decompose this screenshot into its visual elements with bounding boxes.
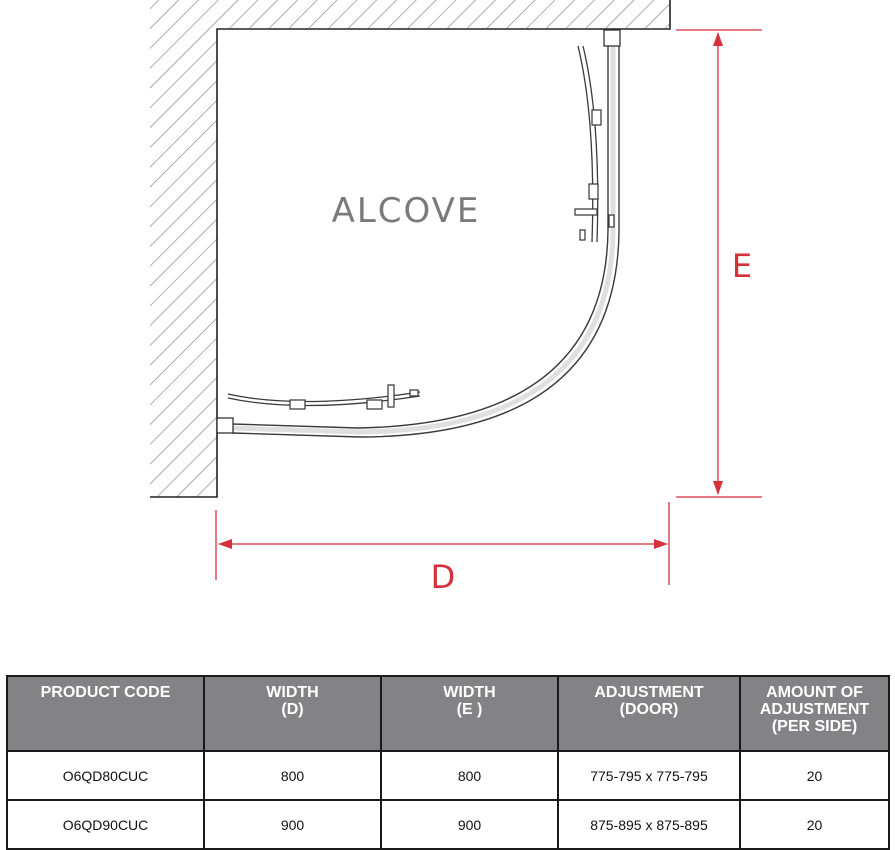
cell-product-code: O6QD90CUC xyxy=(7,800,204,849)
cell-width-e: 800 xyxy=(381,751,558,800)
header-width-e: WIDTH (E ) xyxy=(381,676,558,751)
header-product-code: PRODUCT CODE xyxy=(7,676,204,751)
cell-product-code: O6QD80CUC xyxy=(7,751,204,800)
cell-amount: 20 xyxy=(740,751,889,800)
table-row xyxy=(7,751,889,800)
header-amount-of-adjustment: AMOUNT OF ADJUSTMENT (PER SIDE) xyxy=(740,676,889,751)
cell-adjustment: 875-895 x 875-895 xyxy=(558,800,740,849)
cell-width-e: 900 xyxy=(381,800,558,849)
dimension-e-label: E xyxy=(731,247,753,285)
header-adjustment-door: ADJUSTMENT (DOOR) xyxy=(558,676,740,751)
table-header-row xyxy=(7,676,889,751)
cell-width-d: 900 xyxy=(204,800,381,849)
header-width-d: WIDTH (D) xyxy=(204,676,381,751)
product-spec-table xyxy=(6,675,890,850)
room-label: ALCOVE xyxy=(331,191,481,231)
table-row xyxy=(7,800,889,849)
cell-width-d: 800 xyxy=(204,751,381,800)
cell-amount: 20 xyxy=(740,800,889,849)
top-wall-bracket xyxy=(604,30,620,46)
left-wall-bracket xyxy=(217,418,233,433)
dimension-d-label: D xyxy=(430,558,456,596)
cell-adjustment: 775-795 x 775-795 xyxy=(558,751,740,800)
enclosure-frame xyxy=(232,44,619,437)
